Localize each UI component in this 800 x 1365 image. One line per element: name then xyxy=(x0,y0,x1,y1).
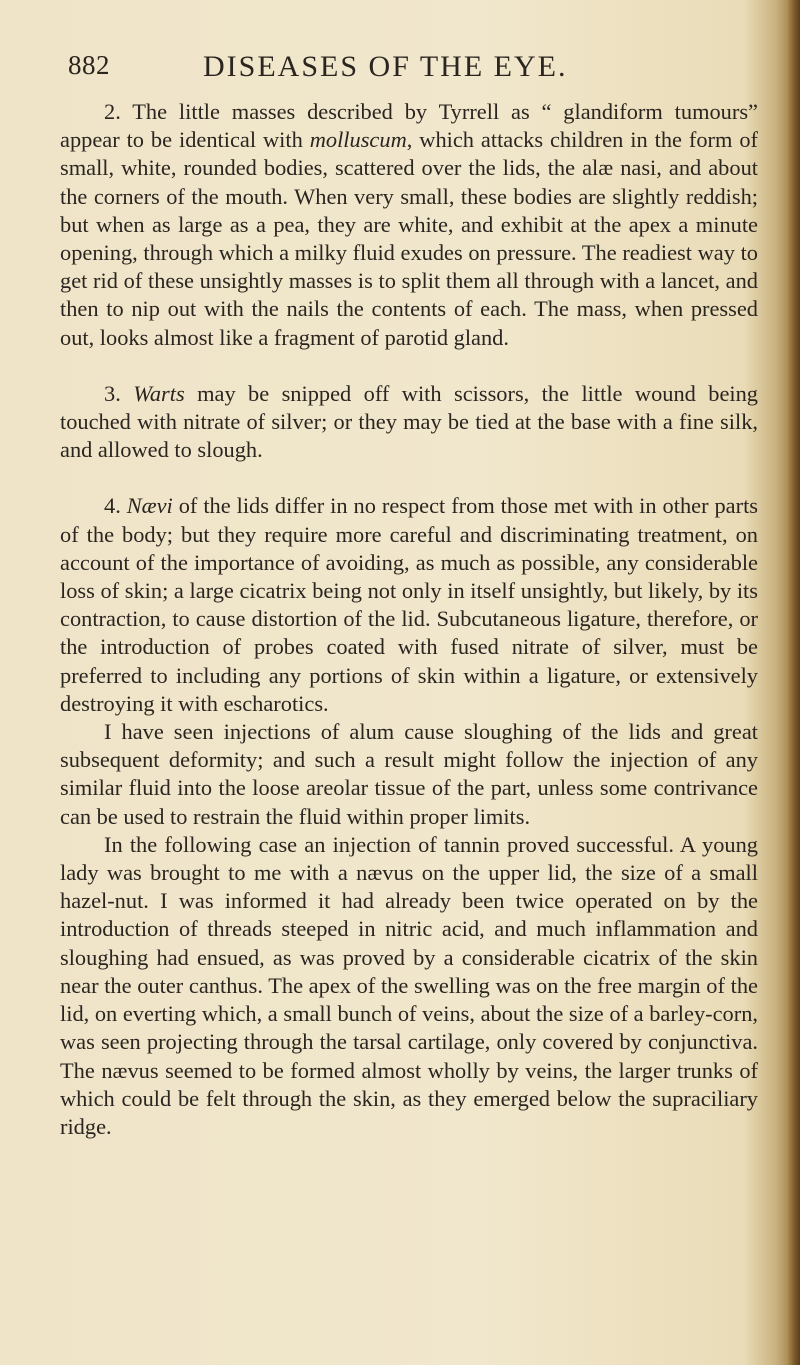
paragraph-glandiform-tumours: 2. The little masses described by Tyrrell as “ glandiform tumours” appear to be identical with molluscum, which attacks children in the form of small, white, rounded bodies, scattered over the lids, the alæ nasi, and about the corners of the mouth. When very small, these bodies are slightly reddish; but when as large as a pea, they are white, and exhibit at the apex a minute opening, through which a milky fluid exudes on pressure. The readiest way to get rid of these unsightly masses is to split them all through with a lancet, and then to nip out with the nails the contents of each. The mass, when pressed out, looks almost like a fragment of parotid gland. xyxy=(60,99,758,350)
page-header xyxy=(68,48,748,88)
page-edge-shadow xyxy=(786,0,800,1365)
paragraph-warts: 3. Warts may be snipped off with scissors, the little wound being touched with nitrate of silver; or they may be tied at the base with a fine silk, and allowed to slough. xyxy=(60,380,759,463)
page-number: 882 xyxy=(68,50,110,80)
term-warts: Warts xyxy=(133,380,185,406)
body-text xyxy=(60,98,758,1141)
paragraph-naevi: 4. Nævi of the lids differ in no respect from those met with in other parts of the body; but they require more careful and discriminating treatment, on account of the importance of avoiding, as much as possible, any considerable loss of skin; a large cicatrix being not only in itself unsightly, but likely, by its contraction, to cause distortion of the lid. Subcutaneous ligature, therefore, or the introduction of probes coated with fused nitrate of silver, must be preferred to including any portions of skin within a ligature, or extensively destroying it with escharotics. xyxy=(60,493,759,716)
paragraph-tannin-case: In the following case an injection of tannin proved successful. A young lady was brought to me with a nævus on the upper lid, the size of a small hazel-nut. I was informed it had already been twice operated on by the introduction of threads steeped in nitric acid, and much inflammation and sloughing had ensued, as was proved by a considerable cicatrix of the skin near the outer canthus. The apex of the swelling was on the free margin of the lid, on everting which, a small bunch of veins, about the size of a barley-corn, was seen projecting through the tarsal cartilage, only covered by conjunctiva. The nævus seemed to be formed almost wholly by veins, the larger trunks of which could be felt through the skin, as they emerged below the supraciliary ridge. xyxy=(60,831,758,1139)
term-naevi: Nævi xyxy=(126,493,173,519)
paragraph-alum-injections: I have seen injections of alum cause sloughing of the lids and great subsequent deformity; and such a result might follow the injection of any similar fluid into the loose areolar tissue of the part, unless some contrivance can be used to restrain the fluid within proper limits. xyxy=(60,719,758,829)
term-molluscum: molluscum xyxy=(309,127,407,153)
running-head: DISEASES OF THE EYE. xyxy=(203,50,568,83)
